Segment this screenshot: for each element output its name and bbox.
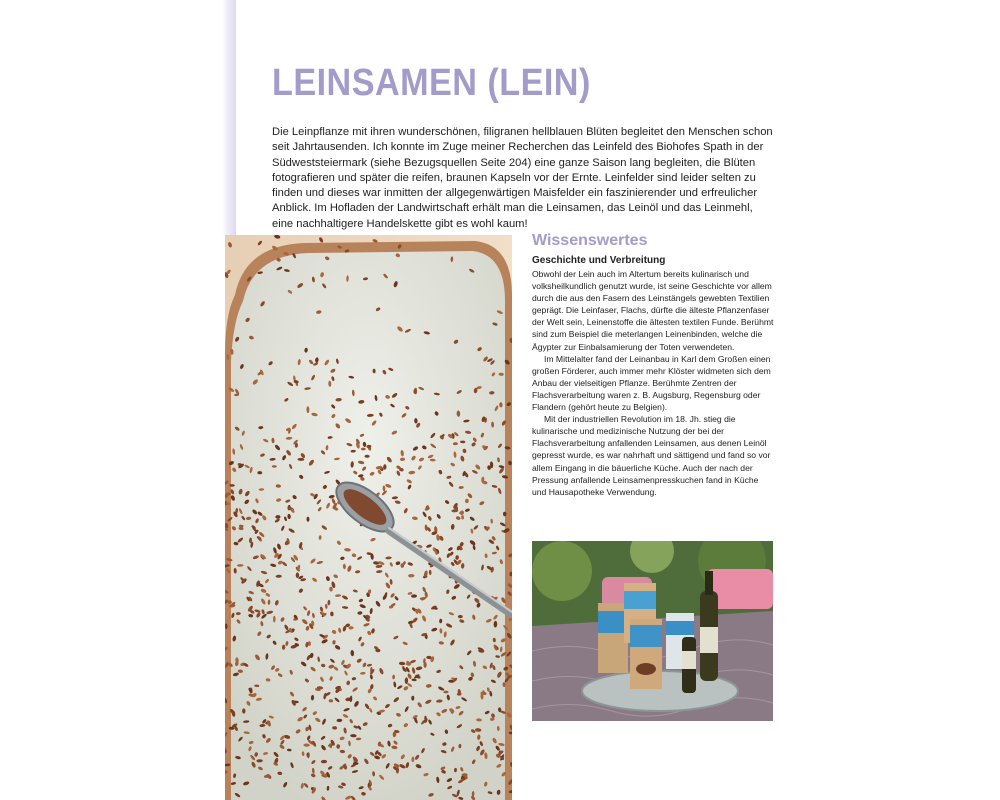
page-title: LEINSAMEN (LEIN) [272, 62, 591, 104]
section-body [532, 268, 774, 498]
body-paragraph: Mit der industriellen Revolution im 18. Jh. stieg die kulinarische und medizinische Nutzung der bei der Flachsverarbeitung anfallenden Leinsamen, aus denen Leinöl gepresst wurde, es war nahrhaft und sättigend und fand so vor allem Eingang in die bäuerliche Küche. Auch der nach der Pressung anfallende Leinsamenpresskuchen fand in Küche und Hausapotheke Verwendung. [532, 414, 771, 497]
body-paragraph: Obwohl der Lein auch im Altertum bereits kulinarisch und volksheilkundlich genutzt wurde, ist seine Geschichte vor allem durch die aus den Fasern des Leinstängels gewebten Textilien geprägt. Die Leinfaser, Flachs, dürfte die älteste Pflanzenfaser der Welt sein, Leinenstoffe die ältesten textilen Funde. Berühmt sind zum Beispiel die meterlangen Leinenbinden, welche die Ägypter zur Einbalsamierung der Toten verwendeten. [532, 269, 774, 352]
flax-products-photo [532, 541, 773, 721]
intro-paragraph: Die Leinpflanze mit ihren wunderschönen, filigranen hellblauen Blüten begleitet den Menschen schon seit Jahrtausenden. Ich konnte im Zuge meiner Recherchen das Leinfeld des Biohofes Spath in der Südweststeiermark (siehe Bezugsquellen Seite 204) eine ganze Saison lang begleiten, die Blüten fotografieren und später die reifen, braunen Kapseln vor der Ernte. Leinfelder sind leider selten zu finden und dieses war inmitten der allgegenwärtigen Maisfelder ein faszinierender und erfreulicher Anblick. Im Hofladen der Landwirtschaft erhält man die Leinsamen, das Leinöl und das Leinmehl, eine nachhaltigere Handelskette gibt es wohl kaum! [272, 126, 773, 230]
flax-products-image [532, 541, 773, 721]
flax-seeds-image [225, 235, 512, 800]
body-paragraph: Im Mittelalter fand der Leinanbau in Karl dem Großen einen großen Förderer, auch immer mehr Klöster widmeten sich dem Anbau der vielseitigen Pflanze. Berühmte Zentren der Flachsverarbeitung waren z. B. Augsburg, Regensburg oder Flandern (gehört heute zu Belgien). [532, 353, 771, 413]
flax-seeds-photo [225, 235, 512, 800]
page-edge-strip [222, 0, 236, 236]
section-title: Wissenswertes [532, 232, 648, 249]
section-subtitle: Geschichte und Verbreitung [532, 255, 666, 266]
